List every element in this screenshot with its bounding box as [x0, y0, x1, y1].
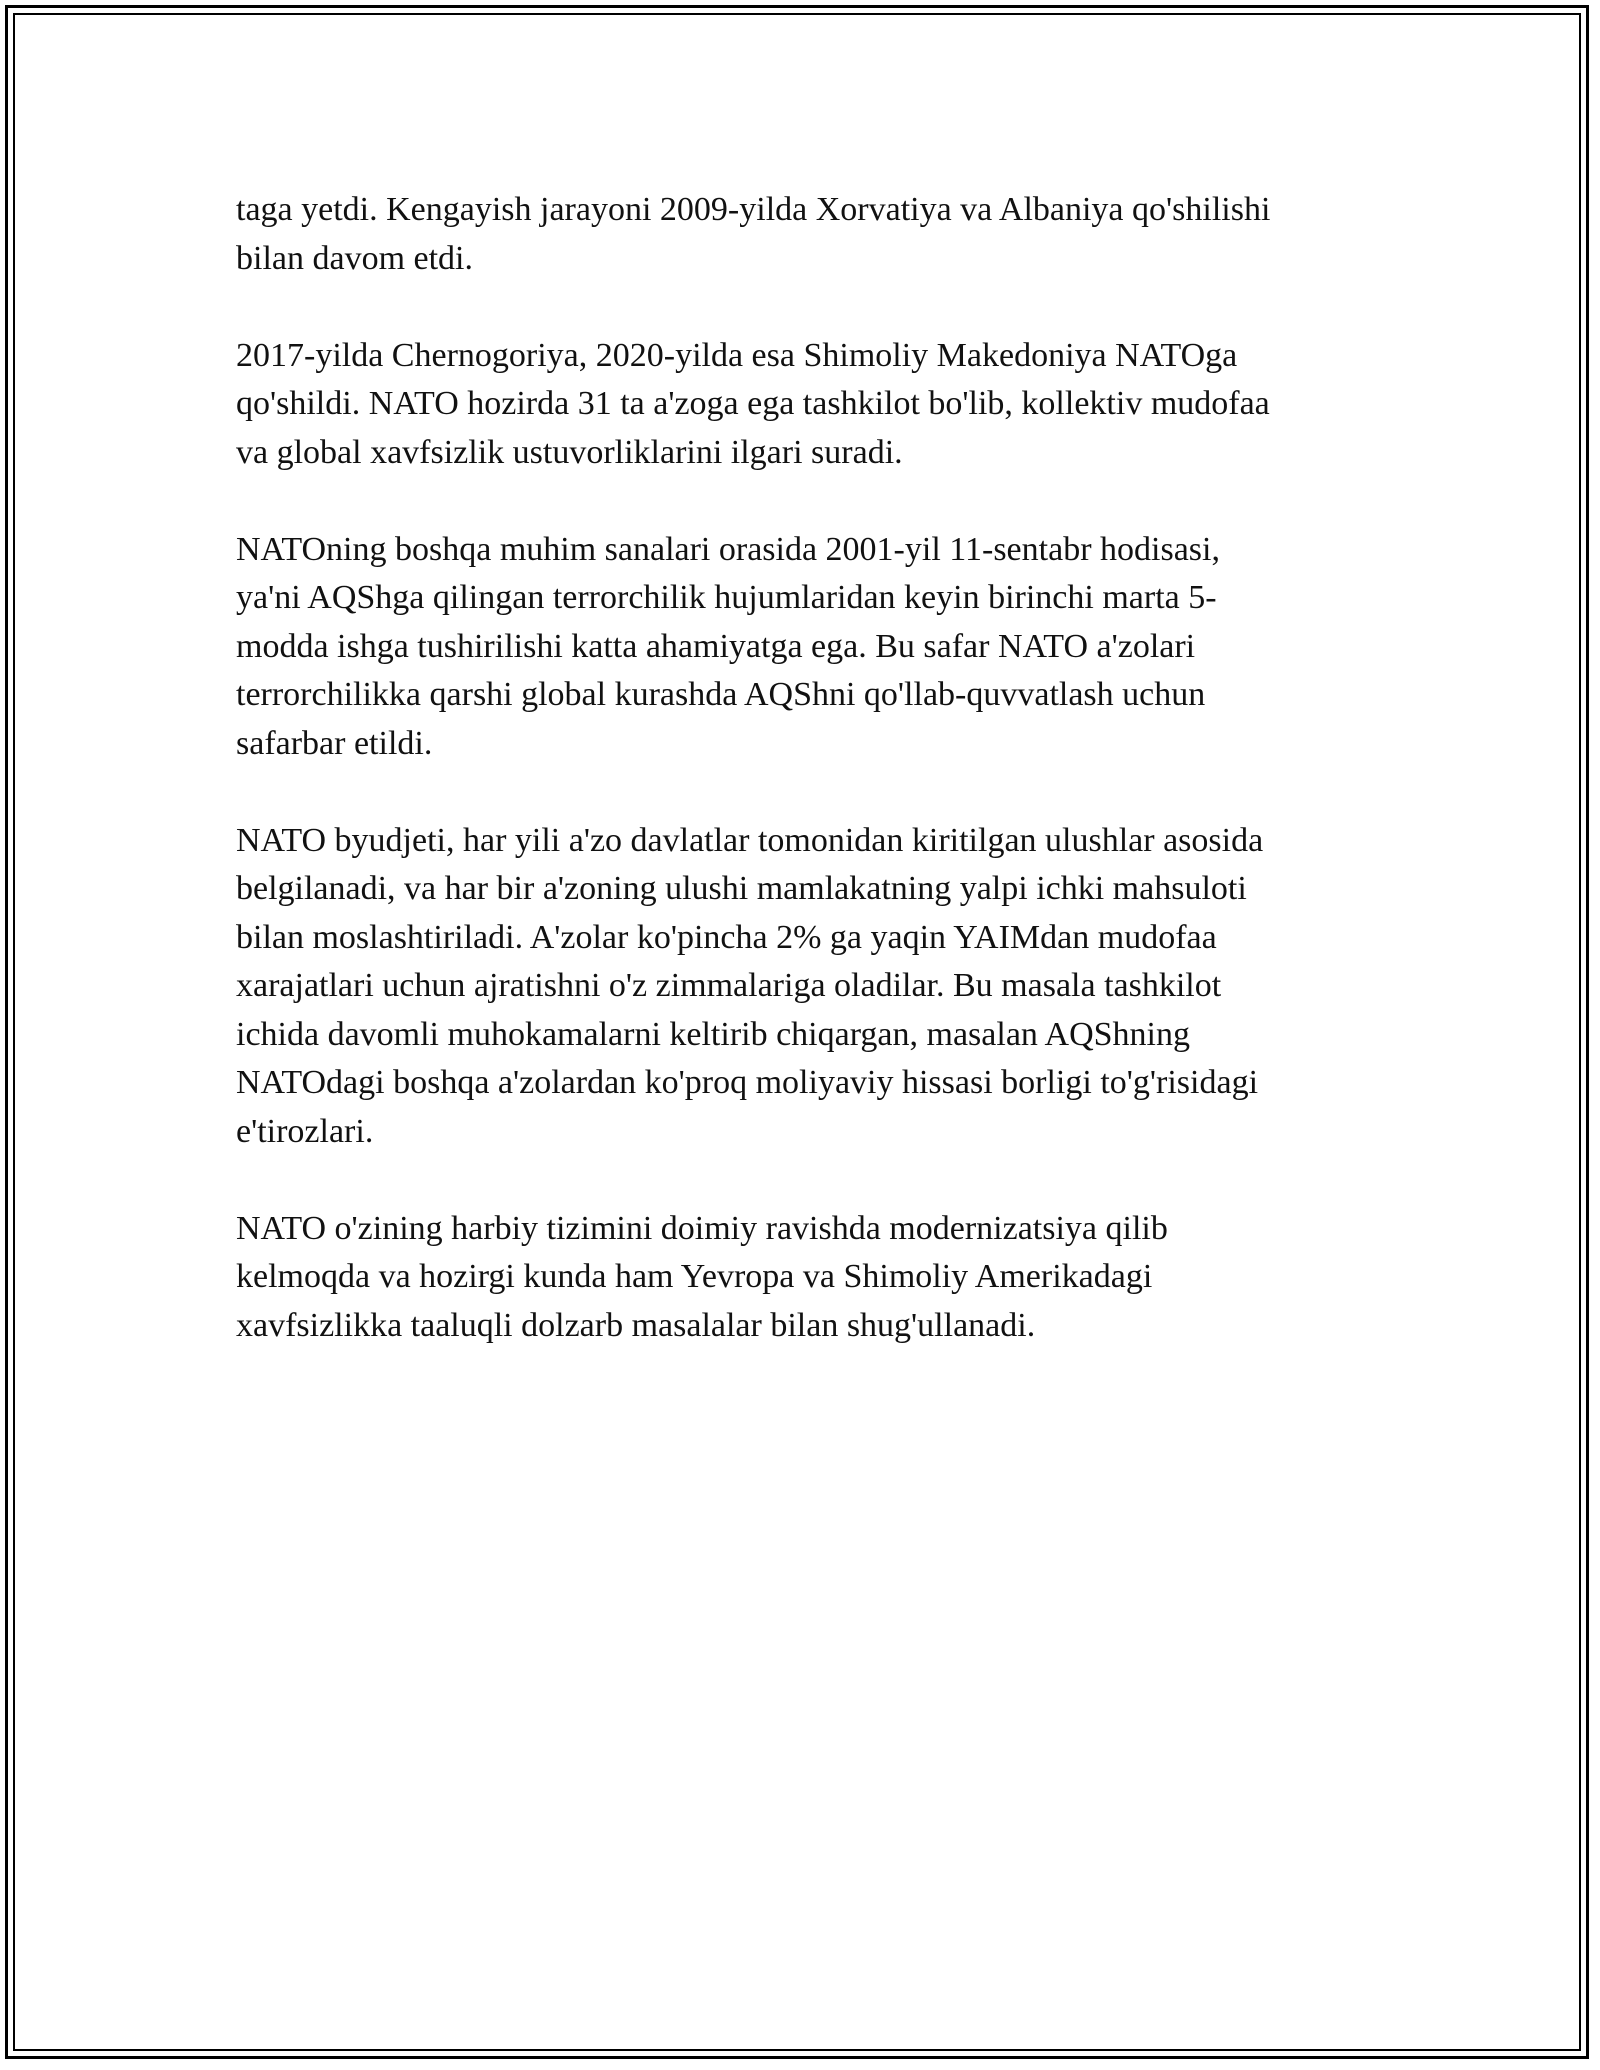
document-body — [236, 186, 1366, 1399]
paragraph-2 — [236, 332, 1366, 478]
paragraph-3 — [236, 526, 1366, 769]
text-line: terrorchilikka qarshi global kurashda AQShni qo'llab-quvvatlash uchun — [236, 676, 1206, 713]
text-line: xarajatlari uchun ajratishni o'z zimmalariga oladilar. Bu masala tashkilot — [236, 967, 1222, 1004]
text-line: kelmoqda va hozirgi kunda ham Yevropa va Shimoliy Amerikadagi — [236, 1258, 1153, 1295]
paragraph-5 — [236, 1205, 1366, 1351]
text-line: modda ishga tushirilishi katta ahamiyatga ega. Bu safar NATO a'zolari — [236, 627, 1196, 665]
text-line: belgilanadi, va har bir a'zoning ulushi mamlakatning yalpi ichki mahsuloti — [236, 870, 1247, 907]
text-line: qo'shildi. NATO hozirda 31 ta a'zoga ega tashkilot bo'lib, kollektiv mudofaa — [236, 385, 1270, 422]
text-line: ya'ni AQShga qilingan terrorchilik hujumlaridan keyin birinchi marta 5- — [236, 579, 1217, 616]
text-line: ichida davomli muhokamalarni keltirib chiqargan, masalan AQShning — [236, 1015, 1190, 1053]
paragraph-4 — [236, 817, 1366, 1157]
paragraph-1 — [236, 186, 1366, 283]
text-line: taga yetdi. Kengayish jarayoni 2009-yilda Xorvatiya va Albaniya qo'shilishi — [236, 191, 1271, 228]
text-line: NATO byudjeti, har yili a'zo davlatlar tomonidan kiritilgan ulushlar asosida — [236, 821, 1264, 859]
text-line: NATO o'zining harbiy tizimini doimiy ravishda modernizatsiya qilib — [236, 1209, 1168, 1247]
text-line: bilan moslashtiriladi. A'zolar ko'pincha 2% ga yaqin YAIMdan mudofaa — [236, 918, 1217, 956]
text-line: xavfsizlikka taaluqli dolzarb masalalar bilan shug'ullanadi. — [236, 1306, 1036, 1344]
text-line: bilan davom etdi. — [236, 239, 474, 277]
text-line: NATOning boshqa muhim sanalari orasida 2001-yil 11-sentabr hodisasi, — [236, 530, 1220, 568]
text-line: 2017-yilda Chernogoriya, 2020-yilda esa Shimoliy Makedoniya NATOga — [236, 336, 1238, 374]
text-line: e'tirozlari. — [236, 1112, 374, 1150]
text-line: NATOdagi boshqa a'zolardan ko'proq moliyaviy hissasi borligi to'g'risidagi — [236, 1064, 1259, 1101]
text-line: safarbar etildi. — [236, 724, 433, 762]
text-line: va global xavfsizlik ustuvorliklarini ilgari suradi. — [236, 433, 903, 471]
